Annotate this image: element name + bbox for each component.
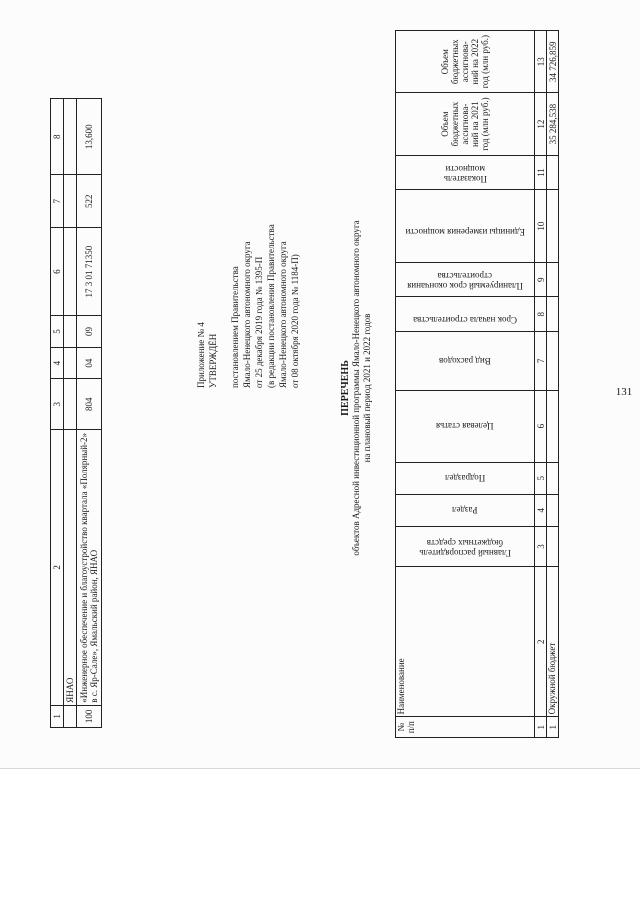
document-title <box>340 128 373 648</box>
header-cell: Наименование <box>396 567 535 717</box>
column-number: 7 <box>535 332 547 391</box>
continuation-table <box>50 98 102 728</box>
column-number: 9 <box>535 262 547 297</box>
cell-value: 17 3 01 71350 <box>77 228 102 316</box>
header-cell: Вид расходов <box>439 355 491 366</box>
header-cell: Объем бюджетных ассигнова- ний на 2022 год (млн руб.) <box>396 31 535 93</box>
column-number: 10 <box>535 190 547 263</box>
column-number-row <box>535 31 547 738</box>
cell-value: 804 <box>77 379 102 429</box>
column-number: 5 <box>535 462 547 494</box>
appendix-line: постановлением Правительства <box>230 266 240 388</box>
header-cell: 8 <box>51 99 64 175</box>
appendix-line: (в редакции постановления Правительства <box>266 224 276 388</box>
column-number: 8 <box>535 297 547 332</box>
cell-value: 09 <box>77 316 102 348</box>
table-header-row <box>51 99 64 728</box>
header-cell: 7 <box>51 175 64 228</box>
header-cell: № п/п <box>396 717 535 738</box>
appendix-line: УТВЕРЖДЁН <box>208 333 218 388</box>
amount-2021: 35 284,538 <box>547 93 559 155</box>
table-row <box>547 31 559 738</box>
column-number: 1 <box>535 717 547 738</box>
region-cell: ЯНАО <box>64 429 77 705</box>
appendix-line: Ямало-Ненецкого автономного округа <box>278 241 288 388</box>
column-number: 2 <box>535 567 547 717</box>
title-line: на плановый период 2021 и 2022 годов <box>362 313 372 463</box>
header-cell: 2 <box>51 429 64 705</box>
column-number: 13 <box>535 31 547 93</box>
appendix-line: Ямало-Ненецкого автономного округа <box>242 241 252 388</box>
cell-value: 13,600 <box>77 99 102 175</box>
row-number: 1 <box>547 717 559 738</box>
header-cell: Целевая статья <box>436 421 494 432</box>
header-cell: Раздел <box>452 505 478 516</box>
header-cell: Планируемый срок окончания строительства <box>407 270 523 291</box>
header-cell: Единицы измерения мощности <box>405 227 525 238</box>
header-cell: Показатель мощности <box>443 163 487 184</box>
cell-value: 522 <box>77 175 102 228</box>
header-cell: 5 <box>51 316 64 348</box>
amount-2022: 34 726,859 <box>547 31 559 93</box>
appendix-line: от 25 декабря 2019 года № 1395-П <box>254 256 264 388</box>
appendix-line: Приложение № 4 <box>196 322 206 388</box>
header-cell: Подраздел <box>444 473 486 484</box>
header-cell: Объем бюджетных ассигнова- ний на 2021 год (млн руб.) <box>396 93 535 155</box>
row-number: 100 <box>77 705 102 727</box>
header-cell: Главный распорядитель бюджетных средств <box>419 538 511 559</box>
title-line: объектов Адресной инвестиционной программы Ямало-Ненецкого автономного округа <box>351 220 361 556</box>
title-heading: ПЕРЕЧЕНЬ <box>340 360 351 416</box>
object-name: «Инженерное обеспечение и благоустройство квартала «Полярный-2» в с. Яр-Сале», Ямальский район, ЯНАО <box>77 429 102 705</box>
table-row <box>64 99 77 728</box>
appendix-block <box>195 88 301 388</box>
column-number: 4 <box>535 494 547 526</box>
header-cell: 4 <box>51 347 64 379</box>
row-name: Окружной бюджет <box>547 567 559 717</box>
table-row <box>77 99 102 728</box>
header-cell: 6 <box>51 228 64 316</box>
table-header-row <box>396 31 535 738</box>
investment-table <box>395 30 559 738</box>
appendix-line: от 08 октября 2020 года № 1184-П) <box>290 254 300 388</box>
page-number: 131 <box>615 385 633 398</box>
column-number: 6 <box>535 390 547 462</box>
column-number: 3 <box>535 526 547 566</box>
header-cell: Срок начала строительства <box>413 315 517 326</box>
header-cell: 3 <box>51 379 64 429</box>
cell-value: 04 <box>77 347 102 379</box>
header-cell: 1 <box>51 705 64 727</box>
column-number: 12 <box>535 93 547 155</box>
column-number: 11 <box>535 155 547 190</box>
